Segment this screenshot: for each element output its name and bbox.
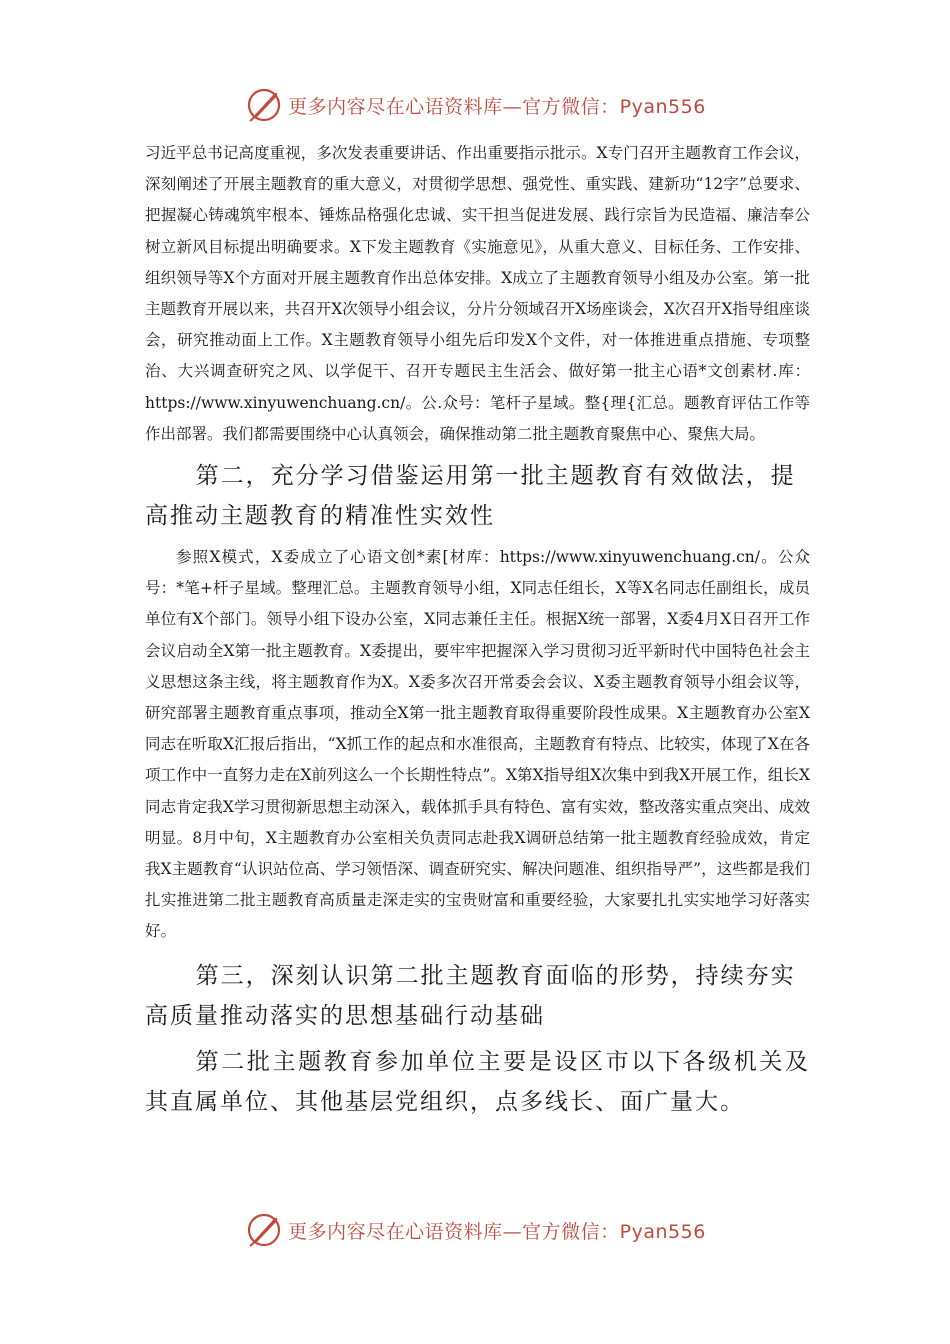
banner-account: Pyan556 (619, 95, 706, 118)
document-body (145, 138, 810, 1122)
quill-logo-icon (244, 1210, 284, 1250)
section-heading-3: 第三，深刻认识第二批主题教育面临的形势，持续夯实高质量推动落实的思想基础行动基础 (145, 962, 796, 1029)
banner-account: Pyan556 (619, 1220, 706, 1243)
paragraph-1: 习近平总书记高度重视，多次发表重要讲话、作出重要指示批示。X专门召开主题教育工作会议，深刻阐述了开展主题教育的重大意义，对贯彻学思想、强党性、重实践、建新功“12字”总要求、把握凝心铸魂筑牢根本、锤炼品格强化忠诚、实干担当促进发展、践行宗旨为民造福、廉洁奉公树立新风目标提出明确要求。X下发主题教育《实施意见》，从重大意义、目标任务、工作安排、组织领导等X个方面对开展主题教育作出总体安排。X成立了主题教育领导小组及办公室。第一批主题教育开展以来，共召开X次领导小组会议，分片分领域召开X场座谈会，X次召开X指导组座谈会，研究推动面上工作。X主题教育领导小组先后印发X个文件，对一体推进重点措施、专项整治、大兴调查研究之风、以学促干、召开专题民主生活会、做好第一批主心语*文创素材.库：https://www.xinyuwenchuang.cn/。公.众号：笔杆子星域。整{理{汇总。题教育评估工作等作出部署。我们都需要围绕中心认真领会，确保推动第二批主题教育聚焦中心、聚焦大局。 (145, 144, 810, 443)
header-watermark-banner (0, 80, 950, 130)
footer-watermark-banner (0, 1205, 950, 1255)
quill-logo-icon (244, 85, 284, 125)
paragraph-3: 第二批主题教育参加单位主要是设区市以下各级机关及其直属单位、其他基层党组织，点多线长、面广量大。 (145, 1048, 810, 1115)
banner-text: 更多内容尽在心语资料库—官方微信： (288, 1220, 620, 1243)
paragraph-2: 参照X模式，X委成立了心语文创*素[材库：https://www.xinyuwenchuang.cn/。公众号：*笔+杆子星域。整理汇总。主题教育领导小组，X同志任组长，X等X名同志任副组长，成员单位有X个部门。领导小组下设办公室，X同志兼任主任。根据X统一部署，X委4月X日召开工作会议启动全X第一批主题教育。X委提出，要牢牢把握深入学习贯彻习近平新时代中国特色社会主义思想这条主线，将主题教育作为X。X委多次召开常委会会议、X委主题教育领导小组会议等，研究部署主题教育重点事项，推动全X第一批主题教育取得重要阶段性成果。X主题教育办公室X同志在听取X汇报后指出，“X抓工作的起点和水准很高，主题教育有特点、比较实，体现了X在各项工作中一直努力走在X前列这么一个长期性特点”。X第X指导组X次集中到我X开展工作，组长X同志肯定我X学习贯彻新思想主动深入，载体抓手具有特色、富有实效，整改落实重点突出、成效明显。8月中旬，X主题教育办公室相关负责同志赴我X调研总结第一批主题教育经验成效，肯定我X主题教育“认识站位高、学习领悟深、调查研究实、解决问题准、组织指导严”，这些都是我们扎实推进第二批主题教育高质量走深走实的宝贵财富和重要经验，大家要扎扎实实地学习好落实好。 (145, 548, 810, 941)
banner-text: 更多内容尽在心语资料库—官方微信： (288, 95, 620, 118)
section-heading-2: 第二，充分学习借鉴运用第一批主题教育有效做法，提高推动主题教育的精准性实效性 (145, 463, 796, 530)
